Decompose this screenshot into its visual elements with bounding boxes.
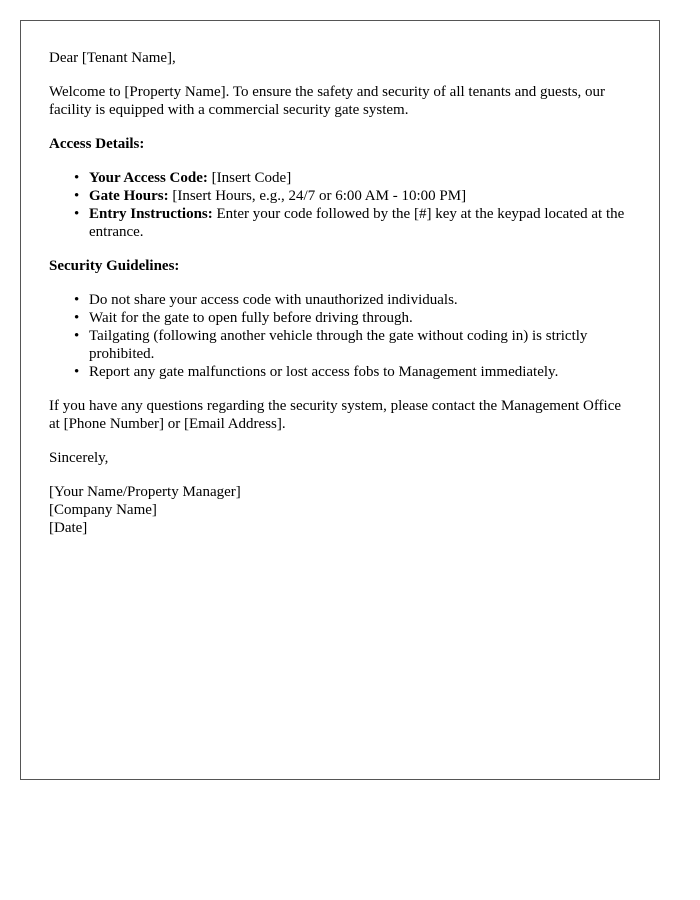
access-code-label: Your Access Code:	[89, 170, 208, 186]
bullet-icon: •	[74, 328, 80, 344]
guideline-text: Do not share your access code with unauthorized individuals.	[89, 292, 458, 308]
list-item	[74, 187, 631, 205]
closing: Sincerely,	[49, 450, 109, 466]
entry-instructions-label: Entry Instructions:	[89, 206, 213, 222]
salutation: Dear [Tenant Name],	[49, 50, 176, 66]
bullet-icon: •	[74, 170, 80, 186]
security-guidelines-list	[49, 291, 631, 381]
signature-company: [Company Name]	[49, 502, 157, 518]
security-guidelines-heading: Security Guidelines:	[49, 258, 180, 274]
signature-date: [Date]	[49, 520, 88, 536]
list-item	[74, 309, 631, 327]
letter	[20, 20, 660, 780]
list-item	[74, 291, 631, 309]
bullet-icon: •	[74, 188, 80, 204]
bullet-icon: •	[74, 310, 80, 326]
access-details-list	[49, 169, 631, 241]
guideline-text: Report any gate malfunctions or lost access fobs to Management immediately.	[89, 364, 559, 380]
access-details-heading: Access Details:	[49, 136, 145, 152]
gate-hours-value: [Insert Hours, e.g., 24/7 or 6:00 AM - 10:00 PM]	[168, 188, 467, 204]
bullet-icon: •	[74, 292, 80, 308]
list-item	[74, 205, 631, 241]
contact-paragraph: If you have any questions regarding the security system, please contact the Management Office at [Phone Number] or [Email Address].	[49, 398, 622, 432]
signature-block	[49, 483, 631, 537]
access-code-value: [Insert Code]	[207, 170, 292, 186]
gate-hours-label: Gate Hours:	[89, 188, 169, 204]
signature-name: [Your Name/Property Manager]	[49, 484, 241, 500]
bullet-icon: •	[74, 364, 80, 380]
bullet-icon: •	[74, 206, 80, 222]
entry-instructions-value: Enter your code followed by the [#] key at the keypad located at the entrance.	[89, 206, 625, 240]
list-item	[74, 327, 631, 363]
list-item	[74, 169, 631, 187]
guideline-text: Wait for the gate to open fully before driving through.	[89, 310, 413, 326]
intro-paragraph: Welcome to [Property Name]. To ensure the safety and security of all tenants and guests, our facility is equipped with a commercial security gate system.	[49, 84, 606, 118]
guideline-text: Tailgating (following another vehicle through the gate without coding in) is strictly prohibited.	[89, 328, 588, 362]
list-item	[74, 363, 631, 381]
